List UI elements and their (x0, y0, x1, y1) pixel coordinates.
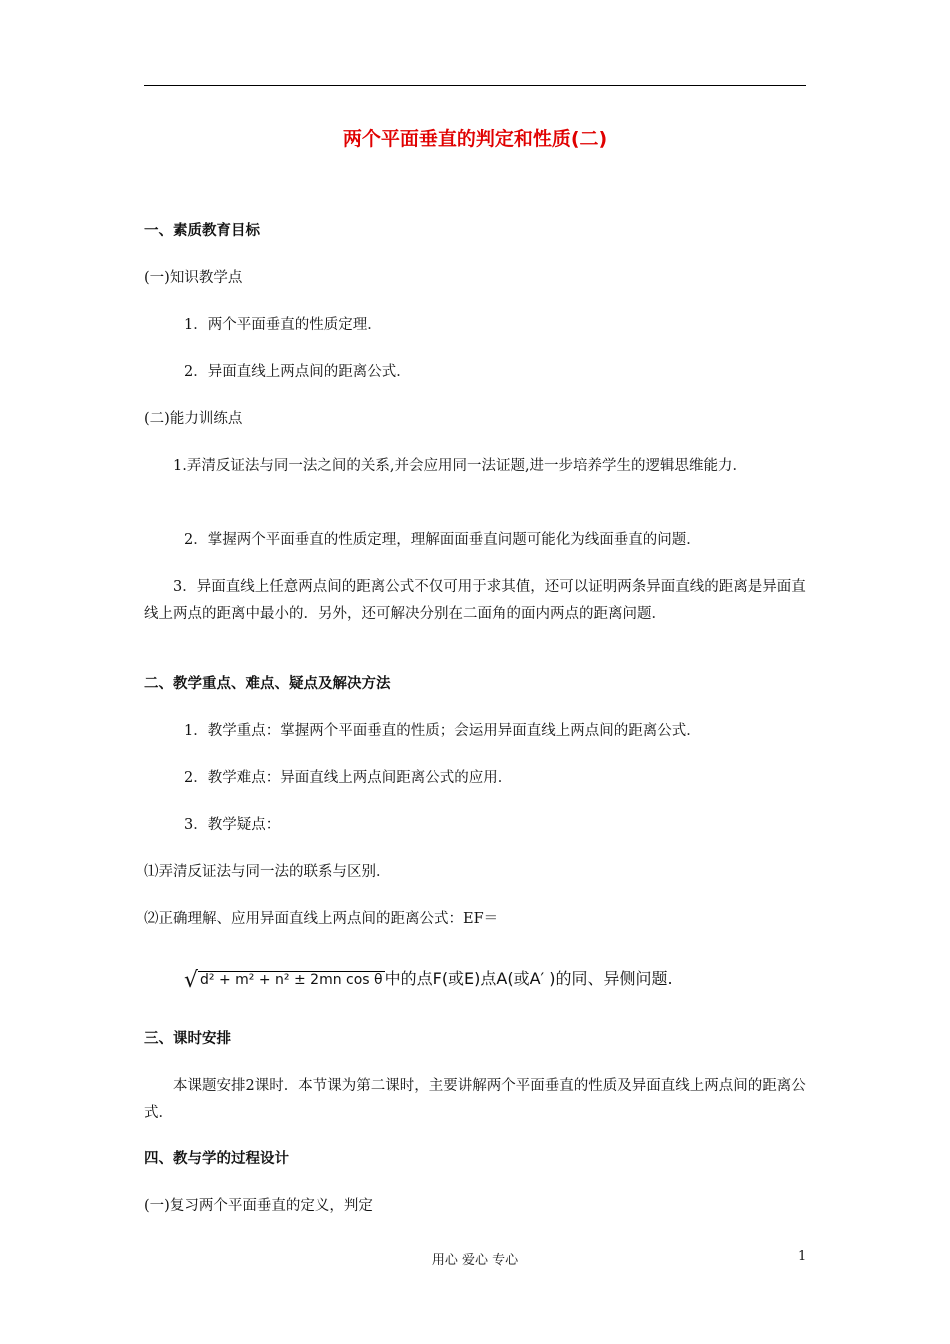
formula-radicand: d² + m² + n² ± 2mn cos θ (200, 972, 383, 988)
section-heading-2: 二、教学重点、难点、疑点及解决方法 (144, 676, 391, 692)
distance-formula (184, 962, 784, 996)
list-item: 3．教学疑点： (184, 817, 281, 833)
header-rule (144, 85, 806, 86)
document-title: 两个平面垂直的判定和性质(二) (342, 128, 608, 150)
sqrt-symbol: √ (184, 968, 199, 993)
list-item: ⑴弄清反证法与同一法的联系与区别． (144, 864, 391, 880)
paragraph: 本课题安排2课时．本节课为第二课时，主要讲解两个平面垂直的性质及异面直线上两点间的距离公式． (144, 1078, 806, 1121)
footer-text: 用心 爱心 专心 (431, 1253, 519, 1268)
subsection-review: (一)复习两个平面垂直的定义，判定 (144, 1198, 373, 1214)
list-item: ⑵正确理解、应用异面直线上两点间的距离公式：EF＝ (144, 911, 499, 927)
section-heading-1: 一、素质教育目标 (144, 223, 260, 239)
section-heading-3: 三、课时安排 (144, 1031, 231, 1047)
section-heading-4: 四、教与学的过程设计 (144, 1151, 289, 1167)
list-item: 1．两个平面垂直的性质定理． (184, 317, 382, 333)
page-number: 1 (798, 1249, 807, 1264)
list-item: 2．教学难点：异面直线上两点间距离公式的应用． (184, 770, 513, 786)
paragraph: 1.弄清反证法与同一法之间的关系,并会应用同一法证题,进一步培养学生的逻辑思维能力． (173, 458, 748, 474)
list-item: 2．异面直线上两点间的距离公式． (184, 364, 411, 380)
paragraph: 3．异面直线上任意两点间的距离公式不仅可用于求其值，还可以证明两条异面直线的距离是异面直线上两点的距离中最小的．另外，还可解决分别在二面角的面内两点的距离问题． (144, 579, 806, 622)
list-item: 1．教学重点：掌握两个平面垂直的性质；会运用异面直线上两点间的距离公式． (184, 723, 701, 739)
subsection-ability: (二)能力训练点 (144, 411, 243, 427)
list-item: 2．掌握两个平面垂直的性质定理，理解面面垂直问题可能化为线面垂直的问题． (184, 532, 701, 548)
formula-tail: 中的点F(或E)点A(或A′ )的同、异侧问题. (384, 969, 673, 988)
subsection-knowledge: (一)知识教学点 (144, 270, 243, 286)
